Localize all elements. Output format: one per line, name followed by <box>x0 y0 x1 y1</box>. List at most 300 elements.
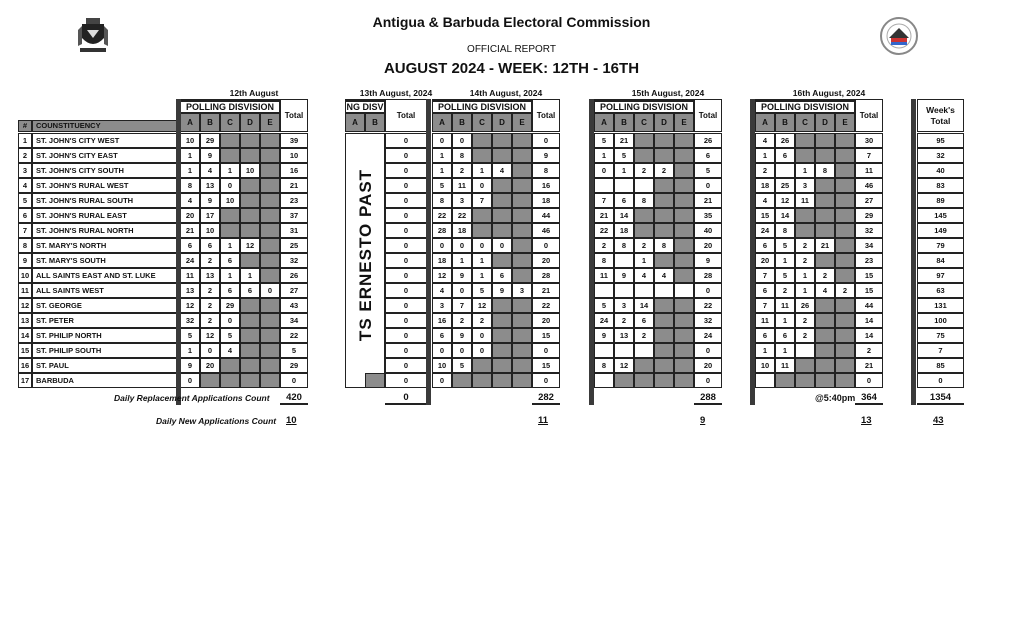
division-cell: 0 <box>432 373 452 388</box>
division-cell: 1 <box>594 148 614 163</box>
division-cell: 2 <box>452 163 472 178</box>
day-total-cell: 26 <box>694 133 722 148</box>
day-total-cell: 0 <box>532 373 560 388</box>
division-cell <box>240 253 260 268</box>
day-total-cell: 16 <box>532 178 560 193</box>
day-date-label: 15th August, 2024 <box>631 88 705 98</box>
division-letter-header: E <box>260 113 280 132</box>
replacement-count-label: Daily Replacement Applications Count <box>114 393 270 403</box>
constituency-name: ST. PAUL <box>32 358 180 373</box>
division-cell <box>634 178 654 193</box>
day-total-cell: 32 <box>855 223 883 238</box>
division-cell: 8 <box>432 193 452 208</box>
division-cell <box>634 373 654 388</box>
division-cell <box>634 208 654 223</box>
division-cell <box>795 148 815 163</box>
division-cell: 9 <box>452 268 472 283</box>
division-cell <box>654 298 674 313</box>
division-cell <box>815 373 835 388</box>
division-cell: 2 <box>795 328 815 343</box>
division-cell: 8 <box>634 193 654 208</box>
division-cell: 6 <box>220 253 240 268</box>
division-cell: 6 <box>180 238 200 253</box>
division-cell: 0 <box>180 373 200 388</box>
division-cell: 18 <box>614 223 634 238</box>
week-total-cell: 83 <box>917 178 964 193</box>
division-letter-header: C <box>220 113 240 132</box>
division-cell <box>220 148 240 163</box>
division-cell: 4 <box>180 193 200 208</box>
division-cell: 22 <box>452 208 472 223</box>
division-cell <box>512 298 532 313</box>
division-cell <box>492 358 512 373</box>
division-cell <box>634 283 654 298</box>
division-cell <box>512 238 532 253</box>
division-cell <box>634 358 654 373</box>
day-total-cell: 0 <box>532 343 560 358</box>
day-total-cell: 20 <box>694 238 722 253</box>
day-total-cell: 21 <box>280 178 308 193</box>
day-total-cell: 34 <box>855 238 883 253</box>
column-separator <box>426 99 431 405</box>
division-letter-header: B <box>775 113 795 132</box>
division-cell <box>472 223 492 238</box>
polling-division-header: POLLING DISVISION <box>180 99 280 113</box>
day-total-cell: 28 <box>532 268 560 283</box>
division-letter-header: D <box>815 113 835 132</box>
division-letter-header: B <box>452 113 472 132</box>
day-total-cell: 14 <box>855 328 883 343</box>
division-cell <box>260 268 280 283</box>
division-cell: 2 <box>755 163 775 178</box>
division-letter-header: D <box>240 113 260 132</box>
division-cell: 5 <box>432 178 452 193</box>
division-cell: 9 <box>452 328 472 343</box>
division-cell <box>512 133 532 148</box>
division-letter-header: C <box>472 113 492 132</box>
division-cell: 12 <box>240 238 260 253</box>
division-cell: 1 <box>220 163 240 178</box>
division-cell <box>795 343 815 358</box>
division-cell: 6 <box>775 328 795 343</box>
day-total-cell: 46 <box>855 178 883 193</box>
row-number: 10 <box>18 268 32 283</box>
division-cell: 8 <box>614 238 634 253</box>
division-letter-header: C <box>634 113 654 132</box>
division-cell: 7 <box>452 298 472 313</box>
row-number: 7 <box>18 223 32 238</box>
division-cell: 0 <box>452 343 472 358</box>
division-cell <box>795 208 815 223</box>
division-cell <box>220 223 240 238</box>
day-total-cell: 0 <box>385 253 427 268</box>
division-cell: 2 <box>795 238 815 253</box>
day-date-label: 13th August, 2024 <box>359 88 433 98</box>
day-total-cell: 0 <box>385 328 427 343</box>
division-cell: 4 <box>432 283 452 298</box>
day-total-cell: 24 <box>694 328 722 343</box>
division-cell <box>240 373 260 388</box>
division-cell <box>674 148 694 163</box>
day-total-cell: 15 <box>532 358 560 373</box>
division-cell: 2 <box>200 253 220 268</box>
division-cell: 0 <box>472 178 492 193</box>
constituency-name: ST. PHILIP NORTH <box>32 328 180 343</box>
division-cell <box>634 148 654 163</box>
division-cell: 2 <box>654 163 674 178</box>
day-total-cell: 0 <box>385 238 427 253</box>
division-cell <box>260 358 280 373</box>
division-cell: 10 <box>200 223 220 238</box>
division-cell: 0 <box>260 283 280 298</box>
division-cell: 5 <box>594 133 614 148</box>
division-cell <box>512 328 532 343</box>
day-total-cell: 27 <box>855 193 883 208</box>
time-note: @5:40pm <box>815 393 856 403</box>
day-total-cell: 22 <box>694 298 722 313</box>
constituency-name: ALL SAINTS WEST <box>32 283 180 298</box>
division-cell <box>654 223 674 238</box>
day-total-cell: 29 <box>855 208 883 223</box>
constituency-name: ST. MARY'S NORTH <box>32 238 180 253</box>
division-cell <box>835 268 855 283</box>
division-letter-header: E <box>674 113 694 132</box>
division-cell <box>835 148 855 163</box>
division-cell <box>835 298 855 313</box>
week-total-cell: 32 <box>917 148 964 163</box>
division-cell: 11 <box>775 298 795 313</box>
division-cell: 11 <box>180 268 200 283</box>
division-cell: 11 <box>755 313 775 328</box>
division-cell <box>492 148 512 163</box>
division-cell: 6 <box>492 268 512 283</box>
division-cell: 12 <box>614 358 634 373</box>
division-cell: 2 <box>200 313 220 328</box>
division-cell: 8 <box>654 238 674 253</box>
division-cell <box>614 283 634 298</box>
division-letter-header: A <box>345 113 365 132</box>
week-total-cell: 89 <box>917 193 964 208</box>
division-cell: 11 <box>594 268 614 283</box>
division-cell: 6 <box>220 283 240 298</box>
division-letter-header: A <box>432 113 452 132</box>
division-cell <box>835 193 855 208</box>
col-header-constituency: COUNSTITUENCY <box>32 120 180 132</box>
constituency-name: ALL SAINTS EAST AND ST. LUKE <box>32 268 180 283</box>
division-cell <box>835 328 855 343</box>
division-cell: 1 <box>755 148 775 163</box>
day-total-cell: 28 <box>694 268 722 283</box>
division-cell <box>240 343 260 358</box>
row-number: 3 <box>18 163 32 178</box>
division-cell <box>835 178 855 193</box>
constituency-name: ST. JOHN'S CITY EAST <box>32 148 180 163</box>
row-number: 15 <box>18 343 32 358</box>
constituency-name: ST. JOHN'S RURAL NORTH <box>32 223 180 238</box>
day-date-label: 12th August <box>229 88 279 98</box>
division-cell: 0 <box>472 343 492 358</box>
division-cell: 13 <box>200 268 220 283</box>
division-cell: 1 <box>755 343 775 358</box>
division-cell <box>674 163 694 178</box>
division-cell: 5 <box>614 148 634 163</box>
new-applications-total: 13 <box>861 415 872 426</box>
division-cell: 3 <box>795 178 815 193</box>
new-applications-total: 10 <box>286 415 297 426</box>
division-cell: 8 <box>594 358 614 373</box>
replacement-total: 282 <box>532 392 560 405</box>
division-cell: 11 <box>775 358 795 373</box>
division-cell: 1 <box>472 253 492 268</box>
division-cell: 7 <box>472 193 492 208</box>
column-separator <box>911 99 916 405</box>
division-cell <box>835 133 855 148</box>
division-cell: 24 <box>180 253 200 268</box>
ts-ernesto-note: TS ERNESTO PAST <box>356 168 375 342</box>
day-total-cell: 0 <box>385 163 427 178</box>
division-cell: 1 <box>240 268 260 283</box>
row-number: 4 <box>18 178 32 193</box>
division-letter-header: D <box>654 113 674 132</box>
division-letter-header: B <box>200 113 220 132</box>
division-cell: 28 <box>432 223 452 238</box>
division-cell <box>492 328 512 343</box>
division-cell: 5 <box>220 328 240 343</box>
day-total-cell: 34 <box>280 313 308 328</box>
division-cell: 2 <box>634 238 654 253</box>
day-total-cell: 5 <box>694 163 722 178</box>
day-total-cell: 0 <box>385 223 427 238</box>
division-cell <box>654 178 674 193</box>
day-total-cell: 0 <box>855 373 883 388</box>
division-cell: 2 <box>200 283 220 298</box>
day-total-cell: 11 <box>855 163 883 178</box>
division-cell <box>492 223 512 238</box>
division-cell: 10 <box>755 358 775 373</box>
week-total-cell: 7 <box>917 343 964 358</box>
division-cell: 13 <box>614 328 634 343</box>
day-total-cell: 0 <box>385 193 427 208</box>
day-total-cell: 32 <box>694 313 722 328</box>
division-cell <box>492 253 512 268</box>
division-cell: 22 <box>432 208 452 223</box>
division-cell: 10 <box>180 133 200 148</box>
division-cell <box>260 133 280 148</box>
week-total-cell: 75 <box>917 328 964 343</box>
day-total-cell: 21 <box>532 283 560 298</box>
day-total-cell: 29 <box>280 358 308 373</box>
constituency-name: ST. GEORGE <box>32 298 180 313</box>
division-cell <box>775 163 795 178</box>
division-cell <box>835 313 855 328</box>
day-total-cell: 0 <box>694 373 722 388</box>
division-cell: 6 <box>755 238 775 253</box>
division-cell: 21 <box>815 238 835 253</box>
division-cell <box>815 148 835 163</box>
division-cell: 21 <box>594 208 614 223</box>
division-cell <box>472 358 492 373</box>
division-cell: 8 <box>815 163 835 178</box>
division-cell <box>815 223 835 238</box>
day-total-cell: 0 <box>385 133 427 148</box>
division-cell: 13 <box>200 178 220 193</box>
division-cell: 20 <box>180 208 200 223</box>
division-cell <box>240 208 260 223</box>
day-total-cell: 0 <box>694 283 722 298</box>
division-cell <box>472 373 492 388</box>
division-cell: 3 <box>432 298 452 313</box>
division-cell <box>634 133 654 148</box>
division-cell: 2 <box>594 238 614 253</box>
division-cell: 5 <box>452 358 472 373</box>
division-cell: 15 <box>755 208 775 223</box>
week-total-cell: 149 <box>917 223 964 238</box>
division-cell: 32 <box>180 313 200 328</box>
division-cell: 8 <box>775 223 795 238</box>
division-cell <box>815 253 835 268</box>
week-total-cell: 0 <box>917 373 964 388</box>
division-cell: 0 <box>452 238 472 253</box>
day-total-cell: 0 <box>532 133 560 148</box>
day-total-cell: 26 <box>280 268 308 283</box>
division-cell: 0 <box>220 178 240 193</box>
division-cell <box>260 253 280 268</box>
division-cell: 1 <box>634 253 654 268</box>
row-number: 8 <box>18 238 32 253</box>
division-cell <box>815 178 835 193</box>
division-cell: 4 <box>654 268 674 283</box>
division-cell: 25 <box>775 178 795 193</box>
division-cell <box>775 373 795 388</box>
division-cell <box>654 208 674 223</box>
division-cell <box>220 133 240 148</box>
division-cell <box>492 373 512 388</box>
week-total-cell: 131 <box>917 298 964 313</box>
division-cell: 2 <box>775 283 795 298</box>
constituency-name: ST. MARY'S SOUTH <box>32 253 180 268</box>
day-total-cell: 23 <box>280 193 308 208</box>
division-cell: 22 <box>594 223 614 238</box>
week-total-cell: 145 <box>917 208 964 223</box>
week-replacement-total: 1354 <box>917 392 964 405</box>
constituency-name: ST. JOHN'S RURAL EAST <box>32 208 180 223</box>
new-applications-total: 9 <box>700 415 706 426</box>
division-cell <box>220 373 240 388</box>
division-cell <box>492 298 512 313</box>
report-subtitle: OFFICIAL REPORT <box>467 44 556 55</box>
division-cell: 1 <box>432 163 452 178</box>
division-cell <box>835 208 855 223</box>
division-cell <box>815 328 835 343</box>
division-cell: 5 <box>472 283 492 298</box>
row-number: 13 <box>18 313 32 328</box>
day-total-cell: 0 <box>385 148 427 163</box>
division-cell: 2 <box>795 313 815 328</box>
division-cell <box>674 223 694 238</box>
day-total-cell: 0 <box>280 373 308 388</box>
division-cell: 4 <box>815 283 835 298</box>
division-cell <box>492 208 512 223</box>
division-cell <box>654 313 674 328</box>
division-cell <box>674 208 694 223</box>
division-cell: 12 <box>432 268 452 283</box>
division-cell: 26 <box>775 133 795 148</box>
division-cell <box>240 193 260 208</box>
division-cell: 20 <box>200 358 220 373</box>
division-cell <box>594 178 614 193</box>
division-cell: 2 <box>452 313 472 328</box>
day-total-cell: 0 <box>385 358 427 373</box>
col-header-number: # <box>18 120 32 132</box>
week-total-cell: 97 <box>917 268 964 283</box>
division-cell <box>472 208 492 223</box>
day-total-header: Total <box>385 99 427 132</box>
division-cell <box>795 358 815 373</box>
day-total-cell: 18 <box>532 193 560 208</box>
division-cell <box>594 283 614 298</box>
division-letter-header: E <box>512 113 532 132</box>
division-cell <box>260 223 280 238</box>
division-cell: 1 <box>614 163 634 178</box>
division-cell: 0 <box>472 328 492 343</box>
division-cell <box>260 238 280 253</box>
day-total-cell: 21 <box>855 358 883 373</box>
division-cell <box>674 358 694 373</box>
division-cell: 4 <box>634 268 654 283</box>
division-cell <box>594 373 614 388</box>
division-cell <box>674 373 694 388</box>
day-total-cell: 0 <box>385 313 427 328</box>
division-cell <box>365 373 385 388</box>
division-cell: 8 <box>452 148 472 163</box>
division-cell <box>492 343 512 358</box>
division-cell <box>512 268 532 283</box>
division-cell: 11 <box>795 193 815 208</box>
replacement-total: 0 <box>385 392 427 405</box>
day-total-cell: 7 <box>855 148 883 163</box>
division-cell <box>755 373 775 388</box>
constituency-name: ST. PHILIP SOUTH <box>32 343 180 358</box>
day-total-cell: 40 <box>694 223 722 238</box>
division-cell <box>492 193 512 208</box>
division-cell <box>512 223 532 238</box>
division-cell: 0 <box>492 238 512 253</box>
row-number: 11 <box>18 283 32 298</box>
division-cell: 9 <box>492 283 512 298</box>
division-cell <box>674 178 694 193</box>
week-total-cell: 40 <box>917 163 964 178</box>
week-new-total: 43 <box>933 415 944 426</box>
division-cell: 2 <box>634 328 654 343</box>
day-total-cell: 20 <box>532 313 560 328</box>
division-cell: 3 <box>512 283 532 298</box>
row-number: 6 <box>18 208 32 223</box>
division-cell: 1 <box>432 148 452 163</box>
division-cell: 12 <box>180 298 200 313</box>
division-letter-header: C <box>795 113 815 132</box>
division-cell <box>240 133 260 148</box>
division-cell <box>472 133 492 148</box>
division-cell: 14 <box>634 298 654 313</box>
division-cell: 1 <box>775 313 795 328</box>
division-cell <box>260 178 280 193</box>
day-total-cell: 0 <box>385 208 427 223</box>
division-cell <box>674 193 694 208</box>
day-total-cell: 22 <box>280 328 308 343</box>
constituency-name: ST. JOHN'S RURAL SOUTH <box>32 193 180 208</box>
division-cell: 5 <box>594 298 614 313</box>
division-cell: 9 <box>614 268 634 283</box>
